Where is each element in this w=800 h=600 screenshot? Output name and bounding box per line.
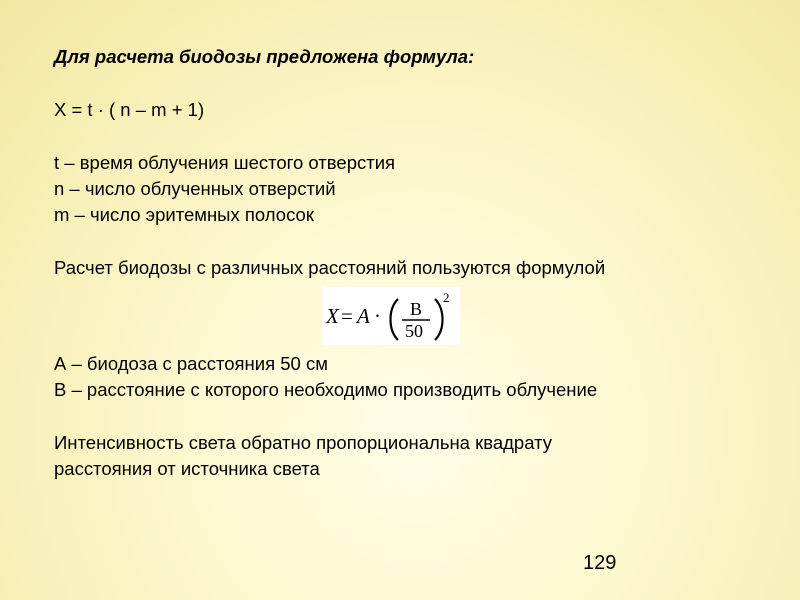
conclusion-line-2: расстояния от источника света (54, 458, 320, 479)
definition-m: m – число эритемных полосок (54, 204, 314, 225)
formula-right-paren (435, 299, 443, 340)
distance-formula (322, 287, 460, 345)
formula-numerator: B (410, 299, 423, 319)
formula-a: A (357, 304, 370, 328)
formula-simple: X = t · ( n – m + 1) (54, 99, 205, 120)
formula-dot: · (374, 304, 381, 328)
formula-equals: = (341, 304, 353, 328)
definition-t: t – время облучения шестого отверстия (54, 152, 396, 173)
formula-exponent: 2 (443, 290, 450, 305)
formula-lhs: X (326, 304, 339, 328)
variable-b: В – расстояние с которого необходимо производить облучение (54, 379, 598, 400)
conclusion-line-1: Интенсивность света обратно пропорциональна квадрату (54, 432, 553, 453)
distance-intro: Расчет биодозы с различных расстояний пользуются формулой (54, 257, 606, 278)
page-number: 129 (583, 552, 617, 574)
formula-denominator: 50 (405, 321, 423, 341)
formula-left-paren (391, 299, 399, 340)
slide-title: Для расчета биодозы предложена формула: (54, 46, 475, 67)
variable-a: А – биодоза с расстояния 50 см (54, 353, 328, 374)
definition-n: n – число облученных отверстий (54, 178, 336, 199)
